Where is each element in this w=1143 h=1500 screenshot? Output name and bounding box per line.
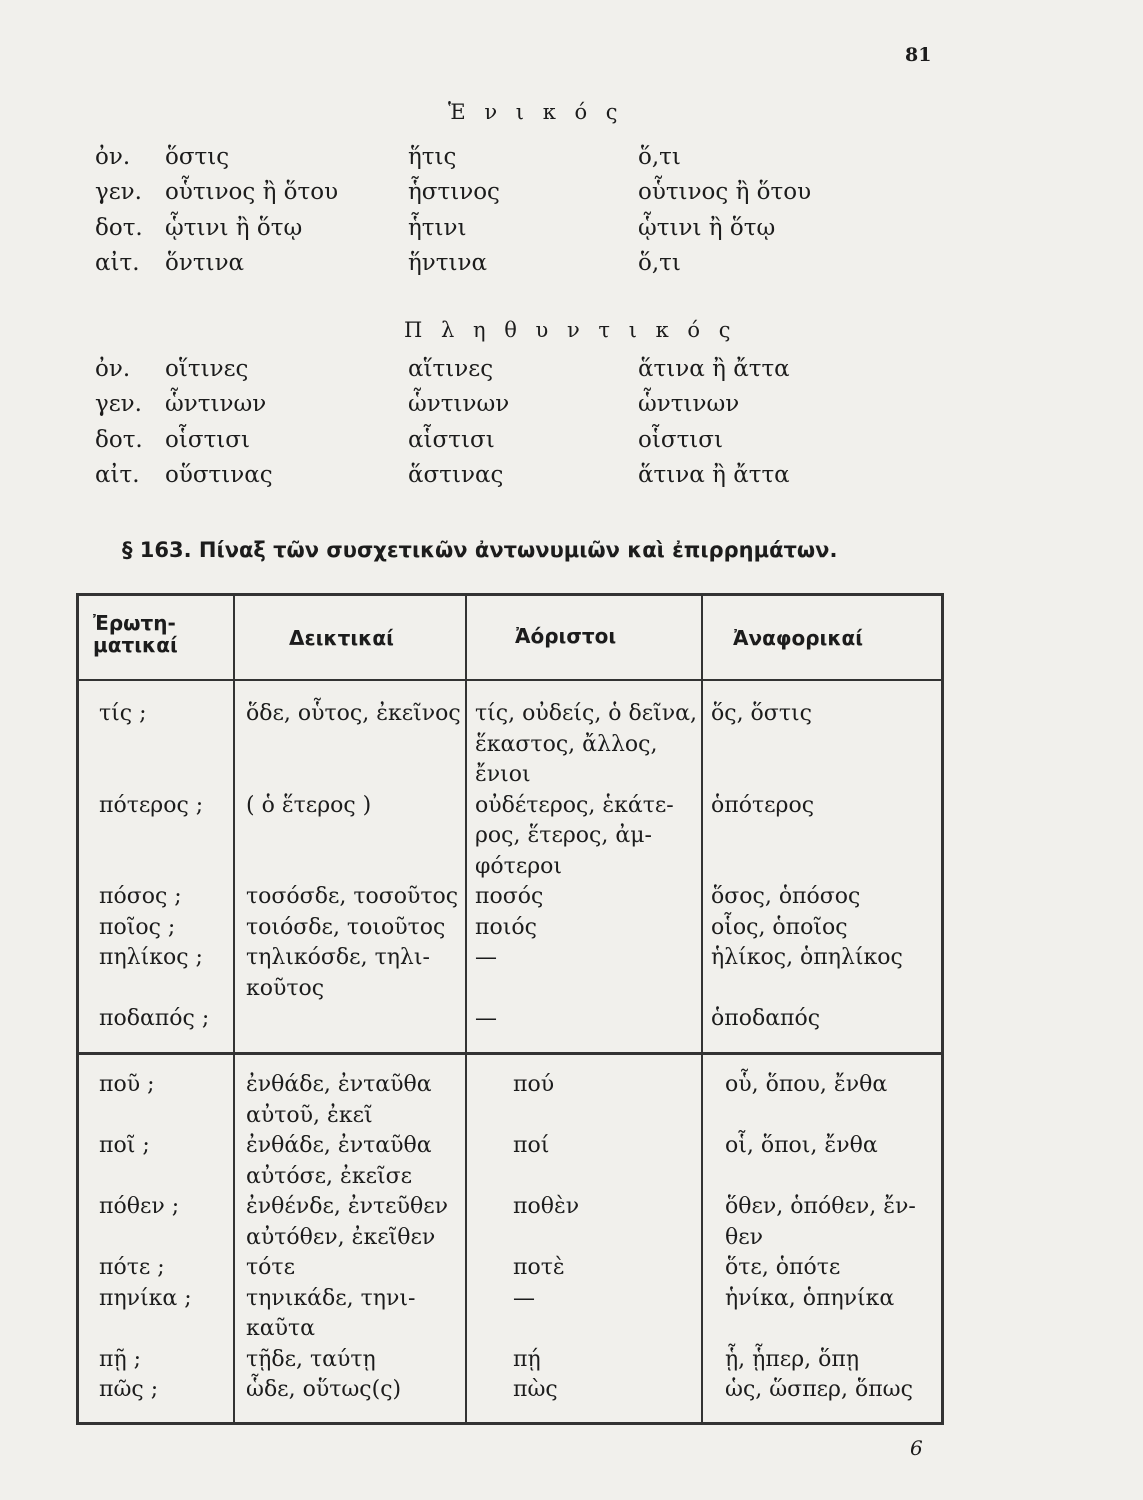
relatives-pronouns: ὅς, ὅστις ὁπότερος ὅσος, ὁπόσος οἷος, ὁποῖος ἡλίκος, ὁπηλίκος ὁποδαπός <box>711 701 903 1031</box>
declension-row <box>95 140 868 175</box>
declension-form: οὗτινος ἢ ὅτου <box>165 179 339 206</box>
declension-row <box>95 352 868 387</box>
interrogatives-pronouns: τίς ; πότερος ; πόσος ; ποῖος ; πηλίκος ; ποδαπός ; <box>99 701 210 1031</box>
declension-row <box>95 423 868 458</box>
demonstratives-pronouns: ὅδε, οὗτος, ἐκεῖνος ( ὁ ἕτερος ) τοσόσδε, τοσοῦτος τοιόσδε, τοιοῦτος τηλικόσδε, τηλι- κοῦτος <box>246 701 461 1001</box>
declension-form: ὧντινων <box>165 391 267 418</box>
declension-form: ᾧτινι ἢ ὅτῳ <box>165 214 303 241</box>
column-divider <box>465 596 467 1422</box>
header-deiktikai: Δεικτικαί <box>289 626 394 650</box>
declension-form: ὧντινων <box>408 391 510 418</box>
declension-form: ὅντινα <box>165 249 245 276</box>
declension-form: ἅστινας <box>408 461 504 488</box>
declension-form: ἧτινι <box>408 214 467 241</box>
group-divider <box>79 1052 941 1055</box>
header-erotematikai: Ἐρωτη- ματικαί <box>93 611 178 657</box>
declension-form: οἷστισι <box>638 426 724 453</box>
declension-row <box>95 175 868 210</box>
declension-form: ἧστινος <box>408 179 500 206</box>
declension-form: ἥτις <box>408 144 457 170</box>
singular-declension-table <box>95 140 868 281</box>
case-label: αἰτ. <box>95 461 140 488</box>
declension-form: οἵτινες <box>165 356 249 382</box>
relatives-adverbs: οὗ, ὅπου, ἔνθα οἷ, ὅποι, ἔνθα ὅθεν, ὁπόθεν, ἔν- θεν ὅτε, ὁπότε ἡνίκα, ὁπηνίκα ᾗ, ᾗπερ, ὅπῃ ὡς, ὥσπερ, ὅπως <box>725 1072 916 1402</box>
declension-form: ὧντινων <box>638 391 740 418</box>
header-divider <box>79 679 941 681</box>
correlatives-table <box>76 593 944 1425</box>
declension-form: ὅ,τι <box>638 144 681 170</box>
case-label: γεν. <box>95 391 142 418</box>
header-anaphorikai: Ἀναφορικαί <box>733 626 864 650</box>
plural-title: Π λ η θ υ ν τ ι κ ό ς <box>404 318 737 342</box>
declension-form: οἷστισι <box>165 426 251 453</box>
declension-row <box>95 246 868 281</box>
declension-form: αἷστισι <box>408 426 495 453</box>
indefinites-adverbs: πού ποί ποθὲν ποτὲ — πῄ πὼς <box>513 1072 580 1402</box>
case-label: δοτ. <box>95 426 143 453</box>
declension-form: ὅ,τι <box>638 249 681 276</box>
declension-form: ἥντινα <box>408 249 488 276</box>
interrogatives-adverbs: ποῦ ; ποῖ ; πόθεν ; πότε ; πηνίκα ; πῇ ; πῶς ; <box>99 1072 192 1402</box>
case-label: ὀν. <box>95 356 131 382</box>
demonstratives-adverbs: ἐνθάδε, ἐνταῦθα αὐτοῦ, ἐκεῖ ἐνθάδε, ἐνταῦθα αὐτόσε, ἐκεῖσε ἐνθένδε, ἐντεῦθεν αὐτόθεν, ἐκεῖθεν τότε τηνικάδε, τηνι- καῦτα τῇδε, ταύτῃ ὧδε, οὕτως(ς) <box>246 1072 448 1402</box>
column-divider <box>701 596 703 1422</box>
column-divider <box>233 596 235 1422</box>
case-label: αἰτ. <box>95 249 140 276</box>
declension-form: ᾧτινι ἢ ὅτῳ <box>638 214 776 241</box>
declension-form: οὗτινος ἢ ὅτου <box>638 179 812 206</box>
declension-row <box>95 387 868 422</box>
case-label: ὀν. <box>95 144 131 170</box>
case-label: δοτ. <box>95 214 143 241</box>
declension-form: ἅτινα ἢ ἄττα <box>638 356 790 382</box>
declension-form: αἵτινες <box>408 356 494 382</box>
case-label: γεν. <box>95 179 142 206</box>
declension-form: ὅστις <box>165 144 230 170</box>
plural-declension-table <box>95 352 868 493</box>
section-heading: § 163. Πίναξ τῶν συσχετικῶν ἀντωνυμιῶν καὶ ἐπιρρημάτων. <box>122 538 838 562</box>
declension-row <box>95 458 868 493</box>
signature-mark: 6 <box>910 1436 923 1460</box>
header-aoristoi: Ἀόριστοι <box>515 624 617 648</box>
declension-form: οὕστινας <box>165 461 273 488</box>
indefinites-pronouns: τίς, οὐδείς, ὁ δεῖνα, ἕκαστος, ἄλλος, ἔνιοι οὐδέτερος, ἑκάτε- ρος, ἕτερος, ἀμ- φότεροι ποσός ποιός — — <box>475 701 698 1031</box>
page-number: 81 <box>905 44 932 66</box>
singular-title: Ἑ ν ι κ ό ς <box>448 100 624 124</box>
declension-row <box>95 211 868 246</box>
declension-form: ἅτινα ἢ ἄττα <box>638 461 790 488</box>
